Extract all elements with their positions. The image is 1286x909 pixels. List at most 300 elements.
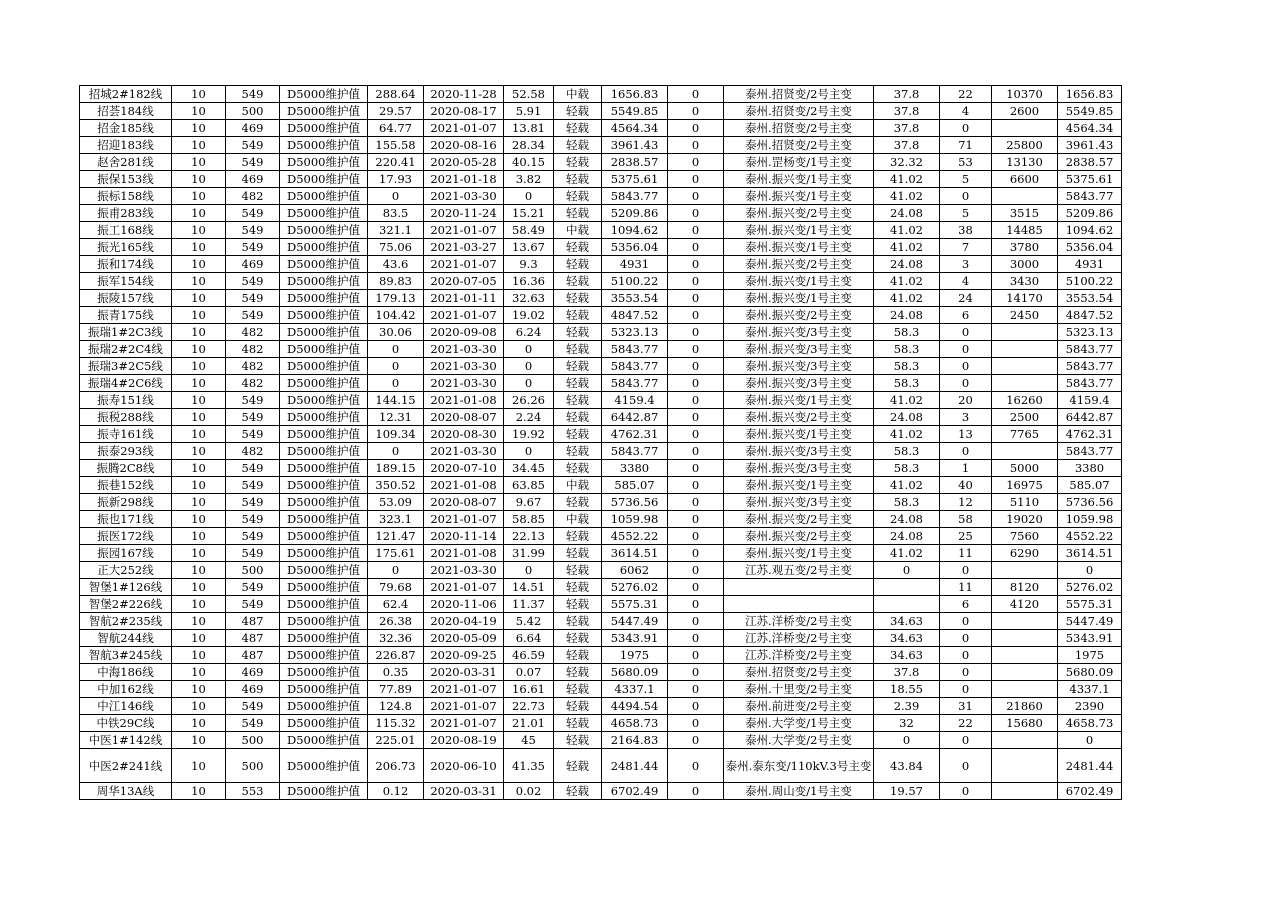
cell-voltage: 10	[172, 460, 226, 477]
cell-load-value: 220.41	[368, 154, 424, 171]
cell-load-rate: 9.3	[504, 256, 554, 273]
cell-available: 2838.57	[1058, 154, 1122, 171]
cell-date: 2021-01-07	[424, 511, 504, 528]
table-row	[80, 239, 1122, 256]
cell-user-count: 20	[940, 392, 992, 409]
cell-margin: 585.07	[602, 477, 668, 494]
cell-load-rate: 58.85	[504, 511, 554, 528]
cell-margin: 5549.85	[602, 103, 668, 120]
cell-zero-col: 0	[668, 698, 724, 715]
cell-user-count: 12	[940, 494, 992, 511]
cell-data-source: D5000维护值	[280, 443, 368, 460]
cell-load-status: 轻载	[554, 375, 602, 392]
cell-capacity: 15680	[992, 715, 1058, 732]
cell-load-value: 321.1	[368, 222, 424, 239]
cell-date: 2020-05-09	[424, 630, 504, 647]
cell-data-source: D5000维护值	[280, 545, 368, 562]
cell-line-name: 振新298线	[80, 494, 172, 511]
cell-rated-current: 549	[226, 154, 280, 171]
cell-transformer	[724, 579, 874, 596]
cell-load-status: 轻载	[554, 137, 602, 154]
cell-date: 2021-01-07	[424, 256, 504, 273]
cell-rated-current: 553	[226, 783, 280, 800]
table-row	[80, 375, 1122, 392]
cell-available: 5843.77	[1058, 188, 1122, 205]
cell-user-count: 4	[940, 273, 992, 290]
cell-capacity	[992, 188, 1058, 205]
cell-capacity: 4120	[992, 596, 1058, 613]
cell-capacity: 7765	[992, 426, 1058, 443]
cell-transformer-rate: 58.3	[874, 460, 940, 477]
cell-rated-current: 469	[226, 664, 280, 681]
cell-data-source: D5000维护值	[280, 460, 368, 477]
cell-transformer: 泰州.招贤变/2号主变	[724, 137, 874, 154]
cell-available: 1975	[1058, 647, 1122, 664]
cell-transformer-rate: 32.32	[874, 154, 940, 171]
cell-capacity: 10370	[992, 86, 1058, 103]
cell-load-rate: 45	[504, 732, 554, 749]
cell-load-value: 350.52	[368, 477, 424, 494]
cell-transformer-rate: 32	[874, 715, 940, 732]
cell-load-rate: 5.91	[504, 103, 554, 120]
cell-voltage: 10	[172, 443, 226, 460]
cell-date: 2020-08-07	[424, 494, 504, 511]
cell-load-status: 轻载	[554, 749, 602, 783]
cell-margin: 4337.1	[602, 681, 668, 698]
cell-load-rate: 0	[504, 562, 554, 579]
cell-transformer: 泰州.泰东变/110kV.3号主变	[724, 749, 874, 783]
cell-available: 5843.77	[1058, 358, 1122, 375]
cell-load-value: 206.73	[368, 749, 424, 783]
cell-transformer: 泰州.振兴变/3号主变	[724, 460, 874, 477]
cell-zero-col: 0	[668, 137, 724, 154]
cell-load-status: 轻载	[554, 681, 602, 698]
cell-rated-current: 487	[226, 613, 280, 630]
cell-user-count: 0	[940, 188, 992, 205]
table-row	[80, 273, 1122, 290]
cell-date: 2020-08-17	[424, 103, 504, 120]
cell-transformer: 泰州.振兴变/3号主变	[724, 358, 874, 375]
cell-capacity	[992, 681, 1058, 698]
cell-load-value: 288.64	[368, 86, 424, 103]
cell-voltage: 10	[172, 256, 226, 273]
cell-capacity: 5000	[992, 460, 1058, 477]
cell-transformer-rate: 18.55	[874, 681, 940, 698]
cell-margin: 4762.31	[602, 426, 668, 443]
cell-load-value: 17.93	[368, 171, 424, 188]
cell-load-value: 175.61	[368, 545, 424, 562]
cell-data-source: D5000维护值	[280, 511, 368, 528]
cell-rated-current: 549	[226, 205, 280, 222]
cell-load-rate: 58.49	[504, 222, 554, 239]
cell-data-source: D5000维护值	[280, 392, 368, 409]
cell-capacity: 3780	[992, 239, 1058, 256]
cell-load-rate: 0.02	[504, 783, 554, 800]
cell-transformer: 泰州.周山变/1号主变	[724, 783, 874, 800]
cell-line-name: 中加162线	[80, 681, 172, 698]
cell-user-count: 0	[940, 324, 992, 341]
cell-transformer-rate: 2.39	[874, 698, 940, 715]
cell-voltage: 10	[172, 698, 226, 715]
cell-available: 5843.77	[1058, 341, 1122, 358]
table-row	[80, 562, 1122, 579]
cell-voltage: 10	[172, 630, 226, 647]
cell-voltage: 10	[172, 613, 226, 630]
table-row	[80, 426, 1122, 443]
cell-transformer-rate: 24.08	[874, 256, 940, 273]
cell-load-value: 121.47	[368, 528, 424, 545]
cell-transformer: 泰州.招贤变/2号主变	[724, 664, 874, 681]
cell-margin: 5843.77	[602, 188, 668, 205]
cell-load-rate: 16.61	[504, 681, 554, 698]
cell-load-rate: 28.34	[504, 137, 554, 154]
cell-date: 2021-01-07	[424, 715, 504, 732]
cell-load-value: 12.31	[368, 409, 424, 426]
cell-load-value: 225.01	[368, 732, 424, 749]
cell-line-name: 智航244线	[80, 630, 172, 647]
cell-voltage: 10	[172, 222, 226, 239]
cell-capacity: 21860	[992, 698, 1058, 715]
cell-data-source: D5000维护值	[280, 103, 368, 120]
cell-load-status: 轻载	[554, 783, 602, 800]
cell-margin: 1059.98	[602, 511, 668, 528]
cell-rated-current: 549	[226, 698, 280, 715]
cell-margin: 6062	[602, 562, 668, 579]
cell-available: 5375.61	[1058, 171, 1122, 188]
cell-voltage: 10	[172, 494, 226, 511]
cell-load-value: 75.06	[368, 239, 424, 256]
cell-load-rate: 5.42	[504, 613, 554, 630]
cell-capacity	[992, 358, 1058, 375]
cell-line-name: 振瑞2#2C4线	[80, 341, 172, 358]
cell-load-value: 79.68	[368, 579, 424, 596]
cell-available: 4552.22	[1058, 528, 1122, 545]
cell-user-count: 40	[940, 477, 992, 494]
cell-zero-col: 0	[668, 409, 724, 426]
cell-capacity: 8120	[992, 579, 1058, 596]
cell-load-status: 轻载	[554, 171, 602, 188]
cell-data-source: D5000维护值	[280, 494, 368, 511]
cell-load-rate: 0	[504, 188, 554, 205]
cell-line-name: 振腾2C8线	[80, 460, 172, 477]
table-row	[80, 698, 1122, 715]
cell-available: 4931	[1058, 256, 1122, 273]
cell-load-rate: 0.07	[504, 664, 554, 681]
cell-margin: 6442.87	[602, 409, 668, 426]
cell-load-value: 0	[368, 375, 424, 392]
cell-available: 0	[1058, 732, 1122, 749]
cell-available: 5100.22	[1058, 273, 1122, 290]
cell-user-count: 0	[940, 358, 992, 375]
table-row	[80, 86, 1122, 103]
cell-rated-current: 482	[226, 358, 280, 375]
cell-date: 2020-08-30	[424, 426, 504, 443]
cell-margin: 5100.22	[602, 273, 668, 290]
cell-rated-current: 549	[226, 477, 280, 494]
cell-load-rate: 40.15	[504, 154, 554, 171]
cell-user-count: 13	[940, 426, 992, 443]
cell-load-value: 226.87	[368, 647, 424, 664]
cell-load-status: 轻载	[554, 120, 602, 137]
cell-transformer-rate: 41.02	[874, 290, 940, 307]
cell-capacity	[992, 443, 1058, 460]
cell-date: 2020-05-28	[424, 154, 504, 171]
cell-load-rate: 31.99	[504, 545, 554, 562]
cell-zero-col: 0	[668, 239, 724, 256]
cell-zero-col: 0	[668, 596, 724, 613]
table-body	[80, 86, 1122, 800]
cell-date: 2021-03-30	[424, 341, 504, 358]
cell-voltage: 10	[172, 392, 226, 409]
cell-data-source: D5000维护值	[280, 137, 368, 154]
cell-rated-current: 469	[226, 171, 280, 188]
cell-load-rate: 0	[504, 341, 554, 358]
cell-margin: 5843.77	[602, 375, 668, 392]
cell-load-status: 轻载	[554, 358, 602, 375]
cell-line-name: 振寿151线	[80, 392, 172, 409]
cell-capacity: 19020	[992, 511, 1058, 528]
cell-transformer-rate: 41.02	[874, 545, 940, 562]
cell-line-name: 振巷152线	[80, 477, 172, 494]
cell-zero-col: 0	[668, 392, 724, 409]
cell-rated-current: 549	[226, 307, 280, 324]
cell-date: 2020-07-05	[424, 273, 504, 290]
cell-voltage: 10	[172, 732, 226, 749]
cell-user-count: 22	[940, 715, 992, 732]
cell-transformer-rate: 41.02	[874, 171, 940, 188]
cell-zero-col: 0	[668, 783, 724, 800]
cell-available: 5343.91	[1058, 630, 1122, 647]
cell-zero-col: 0	[668, 460, 724, 477]
cell-load-status: 轻载	[554, 596, 602, 613]
cell-load-value: 32.36	[368, 630, 424, 647]
cell-line-name: 振保153线	[80, 171, 172, 188]
cell-voltage: 10	[172, 358, 226, 375]
cell-margin: 3961.43	[602, 137, 668, 154]
cell-line-name: 振甫283线	[80, 205, 172, 222]
cell-transformer-rate: 34.63	[874, 613, 940, 630]
cell-zero-col: 0	[668, 579, 724, 596]
cell-zero-col: 0	[668, 273, 724, 290]
cell-user-count: 3	[940, 256, 992, 273]
cell-rated-current: 482	[226, 375, 280, 392]
cell-load-rate: 19.02	[504, 307, 554, 324]
cell-load-rate: 21.01	[504, 715, 554, 732]
cell-line-name: 振工168线	[80, 222, 172, 239]
cell-margin: 5843.77	[602, 358, 668, 375]
cell-voltage: 10	[172, 681, 226, 698]
cell-data-source: D5000维护值	[280, 290, 368, 307]
cell-user-count: 0	[940, 630, 992, 647]
cell-data-source: D5000维护值	[280, 681, 368, 698]
cell-load-rate: 63.85	[504, 477, 554, 494]
cell-zero-col: 0	[668, 715, 724, 732]
cell-load-status: 轻载	[554, 239, 602, 256]
cell-line-name: 智航2#235线	[80, 613, 172, 630]
table-row	[80, 511, 1122, 528]
cell-load-status: 轻载	[554, 154, 602, 171]
table-row	[80, 749, 1122, 783]
cell-voltage: 10	[172, 647, 226, 664]
cell-transformer: 江苏.洋桥变/2号主变	[724, 613, 874, 630]
cell-load-value: 155.58	[368, 137, 424, 154]
cell-user-count: 6	[940, 596, 992, 613]
cell-capacity: 3000	[992, 256, 1058, 273]
cell-transformer: 泰州.招贤变/2号主变	[724, 120, 874, 137]
cell-zero-col: 0	[668, 222, 724, 239]
cell-data-source: D5000维护值	[280, 171, 368, 188]
table-row	[80, 783, 1122, 800]
cell-voltage: 10	[172, 715, 226, 732]
cell-transformer: 泰州.罡杨变/1号主变	[724, 154, 874, 171]
cell-line-name: 振标158线	[80, 188, 172, 205]
cell-voltage: 10	[172, 749, 226, 783]
cell-zero-col: 0	[668, 545, 724, 562]
cell-transformer: 泰州.振兴变/2号主变	[724, 307, 874, 324]
cell-rated-current: 482	[226, 443, 280, 460]
cell-load-rate: 13.67	[504, 239, 554, 256]
cell-transformer-rate: 41.02	[874, 392, 940, 409]
cell-margin: 4931	[602, 256, 668, 273]
cell-margin: 3380	[602, 460, 668, 477]
cell-available: 5276.02	[1058, 579, 1122, 596]
cell-transformer: 泰州.招贤变/2号主变	[724, 103, 874, 120]
cell-zero-col: 0	[668, 86, 724, 103]
cell-user-count: 71	[940, 137, 992, 154]
cell-zero-col: 0	[668, 290, 724, 307]
cell-zero-col: 0	[668, 630, 724, 647]
cell-load-value: 0.35	[368, 664, 424, 681]
cell-transformer: 泰州.十里变/2号主变	[724, 681, 874, 698]
cell-line-name: 招荟184线	[80, 103, 172, 120]
cell-date: 2021-03-30	[424, 188, 504, 205]
cell-line-name: 招金185线	[80, 120, 172, 137]
cell-available: 4762.31	[1058, 426, 1122, 443]
cell-zero-col: 0	[668, 664, 724, 681]
cell-available: 6702.49	[1058, 783, 1122, 800]
cell-rated-current: 549	[226, 137, 280, 154]
cell-transformer-rate: 24.08	[874, 205, 940, 222]
cell-transformer-rate: 24.08	[874, 511, 940, 528]
cell-user-count: 0	[940, 732, 992, 749]
cell-load-status: 轻载	[554, 188, 602, 205]
cell-load-rate: 0	[504, 443, 554, 460]
cell-user-count: 11	[940, 579, 992, 596]
cell-available: 1094.62	[1058, 222, 1122, 239]
cell-user-count: 1	[940, 460, 992, 477]
table-row	[80, 528, 1122, 545]
cell-line-name: 中江146线	[80, 698, 172, 715]
cell-available: 2390	[1058, 698, 1122, 715]
cell-load-status: 轻载	[554, 613, 602, 630]
cell-line-name: 振泰293线	[80, 443, 172, 460]
cell-rated-current: 549	[226, 426, 280, 443]
cell-margin: 2164.83	[602, 732, 668, 749]
cell-load-status: 轻载	[554, 324, 602, 341]
cell-data-source: D5000维护值	[280, 324, 368, 341]
cell-rated-current: 549	[226, 545, 280, 562]
cell-rated-current: 500	[226, 562, 280, 579]
cell-voltage: 10	[172, 375, 226, 392]
cell-transformer: 江苏.洋桥变/2号主变	[724, 630, 874, 647]
cell-data-source: D5000维护值	[280, 86, 368, 103]
cell-transformer-rate: 34.63	[874, 647, 940, 664]
cell-voltage: 10	[172, 477, 226, 494]
cell-line-name: 中铁29C线	[80, 715, 172, 732]
cell-date: 2021-03-30	[424, 443, 504, 460]
cell-data-source: D5000维护值	[280, 528, 368, 545]
cell-available: 5680.09	[1058, 664, 1122, 681]
cell-load-rate: 11.37	[504, 596, 554, 613]
cell-date: 2020-07-10	[424, 460, 504, 477]
cell-margin: 5276.02	[602, 579, 668, 596]
cell-load-status: 轻载	[554, 494, 602, 511]
cell-data-source: D5000维护值	[280, 715, 368, 732]
cell-transformer: 泰州.振兴变/3号主变	[724, 443, 874, 460]
cell-transformer: 泰州.振兴变/1号主变	[724, 392, 874, 409]
cell-data-source: D5000维护值	[280, 341, 368, 358]
cell-zero-col: 0	[668, 511, 724, 528]
cell-user-count: 0	[940, 443, 992, 460]
cell-transformer: 江苏.观五变/2号主变	[724, 562, 874, 579]
cell-line-name: 招城2#182线	[80, 86, 172, 103]
cell-transformer: 泰州.振兴变/2号主变	[724, 256, 874, 273]
cell-zero-col: 0	[668, 358, 724, 375]
cell-load-status: 轻载	[554, 545, 602, 562]
cell-available: 4337.1	[1058, 681, 1122, 698]
cell-zero-col: 0	[668, 324, 724, 341]
table-row	[80, 222, 1122, 239]
cell-line-name: 振园167线	[80, 545, 172, 562]
cell-date: 2020-11-14	[424, 528, 504, 545]
cell-margin: 5356.04	[602, 239, 668, 256]
cell-load-rate: 34.45	[504, 460, 554, 477]
cell-date: 2021-01-07	[424, 222, 504, 239]
cell-voltage: 10	[172, 239, 226, 256]
cell-capacity: 2600	[992, 103, 1058, 120]
table-row	[80, 579, 1122, 596]
cell-date: 2020-08-19	[424, 732, 504, 749]
cell-zero-col: 0	[668, 647, 724, 664]
cell-capacity	[992, 732, 1058, 749]
cell-line-name: 振瑞1#2C3线	[80, 324, 172, 341]
cell-available: 5549.85	[1058, 103, 1122, 120]
cell-data-source: D5000维护值	[280, 477, 368, 494]
cell-margin: 5736.56	[602, 494, 668, 511]
cell-line-name: 振瑞4#2C6线	[80, 375, 172, 392]
cell-user-count: 3	[940, 409, 992, 426]
cell-transformer-rate: 43.84	[874, 749, 940, 783]
cell-line-name: 振陵157线	[80, 290, 172, 307]
cell-user-count: 0	[940, 375, 992, 392]
cell-load-value: 26.38	[368, 613, 424, 630]
cell-capacity: 14485	[992, 222, 1058, 239]
cell-line-name: 周华13A线	[80, 783, 172, 800]
cell-capacity: 6290	[992, 545, 1058, 562]
cell-rated-current: 500	[226, 732, 280, 749]
table-row	[80, 460, 1122, 477]
table-row	[80, 256, 1122, 273]
cell-user-count: 0	[940, 120, 992, 137]
cell-margin: 5575.31	[602, 596, 668, 613]
cell-user-count: 4	[940, 103, 992, 120]
cell-data-source: D5000维护值	[280, 205, 368, 222]
cell-load-rate: 46.59	[504, 647, 554, 664]
cell-voltage: 10	[172, 290, 226, 307]
cell-transformer-rate: 41.02	[874, 222, 940, 239]
cell-line-name: 智堡2#226线	[80, 596, 172, 613]
cell-available: 4847.52	[1058, 307, 1122, 324]
